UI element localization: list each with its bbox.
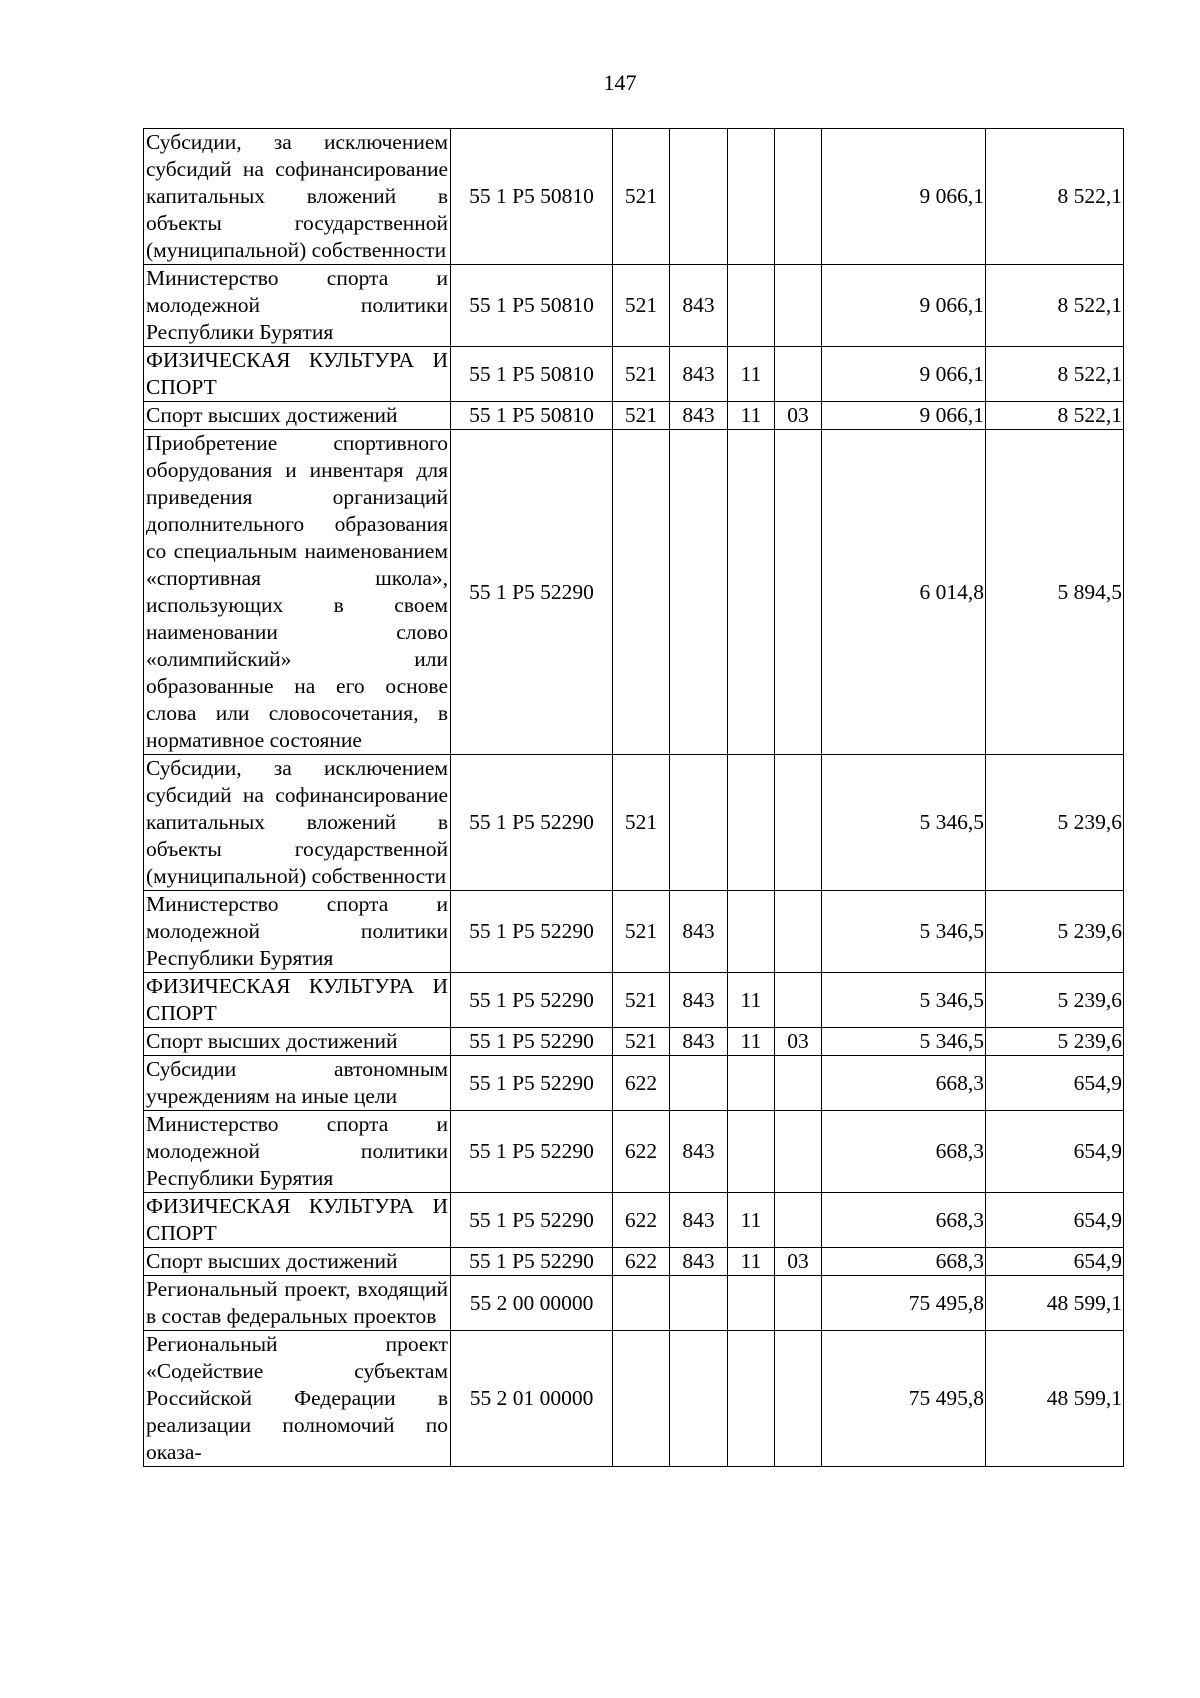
table-row <box>144 1056 1124 1111</box>
row-code-cell: 55 1 P5 52290 <box>451 973 613 1028</box>
row-vr-cell: 521 <box>613 402 670 430</box>
table-row <box>144 755 1124 891</box>
row-pr-cell <box>775 973 822 1028</box>
row-ved-cell: 843 <box>670 1028 728 1056</box>
row-sum2-cell: 654,9 <box>986 1056 1124 1111</box>
row-pr-cell <box>775 1276 822 1331</box>
row-rz-cell <box>728 430 775 755</box>
row-code-cell: 55 1 P5 50810 <box>451 402 613 430</box>
row-pr-cell <box>775 265 822 347</box>
row-name-cell: Региональный проект «Содействие субъектам Российской Федерации в реализации полномочий по оказа- <box>144 1331 451 1467</box>
row-rz-cell: 11 <box>728 1028 775 1056</box>
row-code-cell: 55 1 P5 52290 <box>451 891 613 973</box>
row-sum2-cell: 8 522,1 <box>986 347 1124 402</box>
row-code-cell: 55 1 P5 52290 <box>451 1193 613 1248</box>
table-row <box>144 973 1124 1028</box>
row-pr-cell <box>775 1056 822 1111</box>
row-sum1-cell: 5 346,5 <box>822 891 986 973</box>
row-name-cell: Приобретение спортивного оборудования и инвентаря для приведения организаций дополнительного образования со специальным наименованием «спортивная школа», использующих в своем наименовании слово «олимпийский» или образованные на его основе слова или словосочетания, в нормативное состояние <box>144 430 451 755</box>
row-vr-cell: 622 <box>613 1248 670 1276</box>
row-name-cell: Субсидии, за исключением субсидий на софинансирование капитальных вложений в объекты государственной (муниципальной) собственности <box>144 755 451 891</box>
row-rz-cell <box>728 1331 775 1467</box>
table-row <box>144 891 1124 973</box>
row-sum1-cell: 75 495,8 <box>822 1331 986 1467</box>
row-vr-cell: 521 <box>613 891 670 973</box>
row-sum1-cell: 9 066,1 <box>822 265 986 347</box>
row-pr-cell <box>775 129 822 265</box>
row-pr-cell <box>775 430 822 755</box>
row-pr-cell: 03 <box>775 1248 822 1276</box>
row-code-cell: 55 1 P5 52290 <box>451 1248 613 1276</box>
row-vr-cell <box>613 1276 670 1331</box>
row-name-cell: Субсидии автономным учреждениям на иные цели <box>144 1056 451 1111</box>
row-vr-cell: 521 <box>613 1028 670 1056</box>
row-rz-cell <box>728 1111 775 1193</box>
row-sum1-cell: 5 346,5 <box>822 755 986 891</box>
row-vr-cell <box>613 430 670 755</box>
row-name-cell: Спорт высших достижений <box>144 1248 451 1276</box>
row-pr-cell: 03 <box>775 1028 822 1056</box>
row-sum1-cell: 668,3 <box>822 1248 986 1276</box>
row-pr-cell <box>775 755 822 891</box>
row-vr-cell: 622 <box>613 1193 670 1248</box>
row-sum1-cell: 5 346,5 <box>822 1028 986 1056</box>
row-sum2-cell: 654,9 <box>986 1248 1124 1276</box>
row-sum2-cell: 8 522,1 <box>986 129 1124 265</box>
table-row <box>144 430 1124 755</box>
row-sum2-cell: 5 239,6 <box>986 973 1124 1028</box>
row-pr-cell <box>775 1193 822 1248</box>
row-rz-cell <box>728 265 775 347</box>
row-ved-cell <box>670 755 728 891</box>
row-ved-cell: 843 <box>670 1248 728 1276</box>
row-ved-cell: 843 <box>670 1193 728 1248</box>
row-name-cell: Субсидии, за исключением субсидий на софинансирование капитальных вложений в объекты государственной (муниципальной) собственности <box>144 129 451 265</box>
row-sum1-cell: 75 495,8 <box>822 1276 986 1331</box>
row-name-cell: Спорт высших достижений <box>144 402 451 430</box>
row-rz-cell: 11 <box>728 347 775 402</box>
table-row <box>144 129 1124 265</box>
row-sum1-cell: 668,3 <box>822 1056 986 1111</box>
row-rz-cell <box>728 755 775 891</box>
row-ved-cell: 843 <box>670 1111 728 1193</box>
table-body <box>144 129 1124 1467</box>
table-row <box>144 1193 1124 1248</box>
row-name-cell: ФИЗИЧЕСКАЯ КУЛЬТУРА И СПОРТ <box>144 1193 451 1248</box>
row-ved-cell: 843 <box>670 891 728 973</box>
row-sum1-cell: 5 346,5 <box>822 973 986 1028</box>
row-name-cell: Министерство спорта и молодежной политики Республики Бурятия <box>144 1111 451 1193</box>
row-vr-cell <box>613 1331 670 1467</box>
row-pr-cell <box>775 347 822 402</box>
row-code-cell: 55 1 P5 50810 <box>451 129 613 265</box>
row-sum2-cell: 654,9 <box>986 1111 1124 1193</box>
table-row <box>144 402 1124 430</box>
table-row <box>144 1276 1124 1331</box>
row-rz-cell: 11 <box>728 973 775 1028</box>
table-row <box>144 265 1124 347</box>
row-ved-cell <box>670 1276 728 1331</box>
budget-table <box>143 128 1124 1467</box>
table-row <box>144 1028 1124 1056</box>
table-row <box>144 347 1124 402</box>
row-sum2-cell: 5 239,6 <box>986 755 1124 891</box>
row-code-cell: 55 1 P5 52290 <box>451 1111 613 1193</box>
row-vr-cell: 521 <box>613 973 670 1028</box>
row-vr-cell: 622 <box>613 1111 670 1193</box>
page-number: 147 <box>603 70 637 95</box>
row-ved-cell <box>670 430 728 755</box>
row-rz-cell <box>728 1276 775 1331</box>
row-sum2-cell: 5 239,6 <box>986 891 1124 973</box>
row-code-cell: 55 1 P5 52290 <box>451 430 613 755</box>
row-code-cell: 55 1 P5 50810 <box>451 347 613 402</box>
table-row <box>144 1331 1124 1467</box>
row-sum1-cell: 9 066,1 <box>822 402 986 430</box>
row-rz-cell <box>728 1056 775 1111</box>
row-code-cell: 55 2 00 00000 <box>451 1276 613 1331</box>
row-name-cell: Министерство спорта и молодежной политики Республики Бурятия <box>144 891 451 973</box>
row-code-cell: 55 1 P5 52290 <box>451 1056 613 1111</box>
row-sum1-cell: 6 014,8 <box>822 430 986 755</box>
row-name-cell: ФИЗИЧЕСКАЯ КУЛЬТУРА И СПОРТ <box>144 347 451 402</box>
row-sum2-cell: 654,9 <box>986 1193 1124 1248</box>
row-rz-cell: 11 <box>728 1248 775 1276</box>
row-ved-cell <box>670 1056 728 1111</box>
row-ved-cell: 843 <box>670 265 728 347</box>
row-name-cell: Министерство спорта и молодежной политики Республики Бурятия <box>144 265 451 347</box>
row-sum2-cell: 48 599,1 <box>986 1331 1124 1467</box>
row-name-cell: ФИЗИЧЕСКАЯ КУЛЬТУРА И СПОРТ <box>144 973 451 1028</box>
row-pr-cell <box>775 1111 822 1193</box>
row-code-cell: 55 1 P5 52290 <box>451 1028 613 1056</box>
row-sum1-cell: 9 066,1 <box>822 129 986 265</box>
row-sum2-cell: 5 239,6 <box>986 1028 1124 1056</box>
row-vr-cell: 521 <box>613 129 670 265</box>
row-ved-cell <box>670 1331 728 1467</box>
row-sum2-cell: 48 599,1 <box>986 1276 1124 1331</box>
row-rz-cell <box>728 129 775 265</box>
row-ved-cell <box>670 129 728 265</box>
row-sum2-cell: 8 522,1 <box>986 265 1124 347</box>
row-ved-cell: 843 <box>670 402 728 430</box>
row-sum2-cell: 8 522,1 <box>986 402 1124 430</box>
row-rz-cell: 11 <box>728 1193 775 1248</box>
row-code-cell: 55 1 P5 50810 <box>451 265 613 347</box>
row-sum2-cell: 5 894,5 <box>986 430 1124 755</box>
row-pr-cell <box>775 1331 822 1467</box>
row-pr-cell: 03 <box>775 402 822 430</box>
row-ved-cell: 843 <box>670 347 728 402</box>
row-sum1-cell: 9 066,1 <box>822 347 986 402</box>
row-vr-cell: 521 <box>613 265 670 347</box>
row-sum1-cell: 668,3 <box>822 1111 986 1193</box>
row-name-cell: Спорт высших достижений <box>144 1028 451 1056</box>
row-code-cell: 55 2 01 00000 <box>451 1331 613 1467</box>
row-name-cell: Региональный проект, входящий в состав федеральных проектов <box>144 1276 451 1331</box>
table-row <box>144 1248 1124 1276</box>
row-vr-cell: 521 <box>613 755 670 891</box>
row-vr-cell: 521 <box>613 347 670 402</box>
row-pr-cell <box>775 891 822 973</box>
table-row <box>144 1111 1124 1193</box>
row-rz-cell <box>728 891 775 973</box>
row-ved-cell: 843 <box>670 973 728 1028</box>
row-sum1-cell: 668,3 <box>822 1193 986 1248</box>
row-rz-cell: 11 <box>728 402 775 430</box>
row-vr-cell: 622 <box>613 1056 670 1111</box>
row-code-cell: 55 1 P5 52290 <box>451 755 613 891</box>
